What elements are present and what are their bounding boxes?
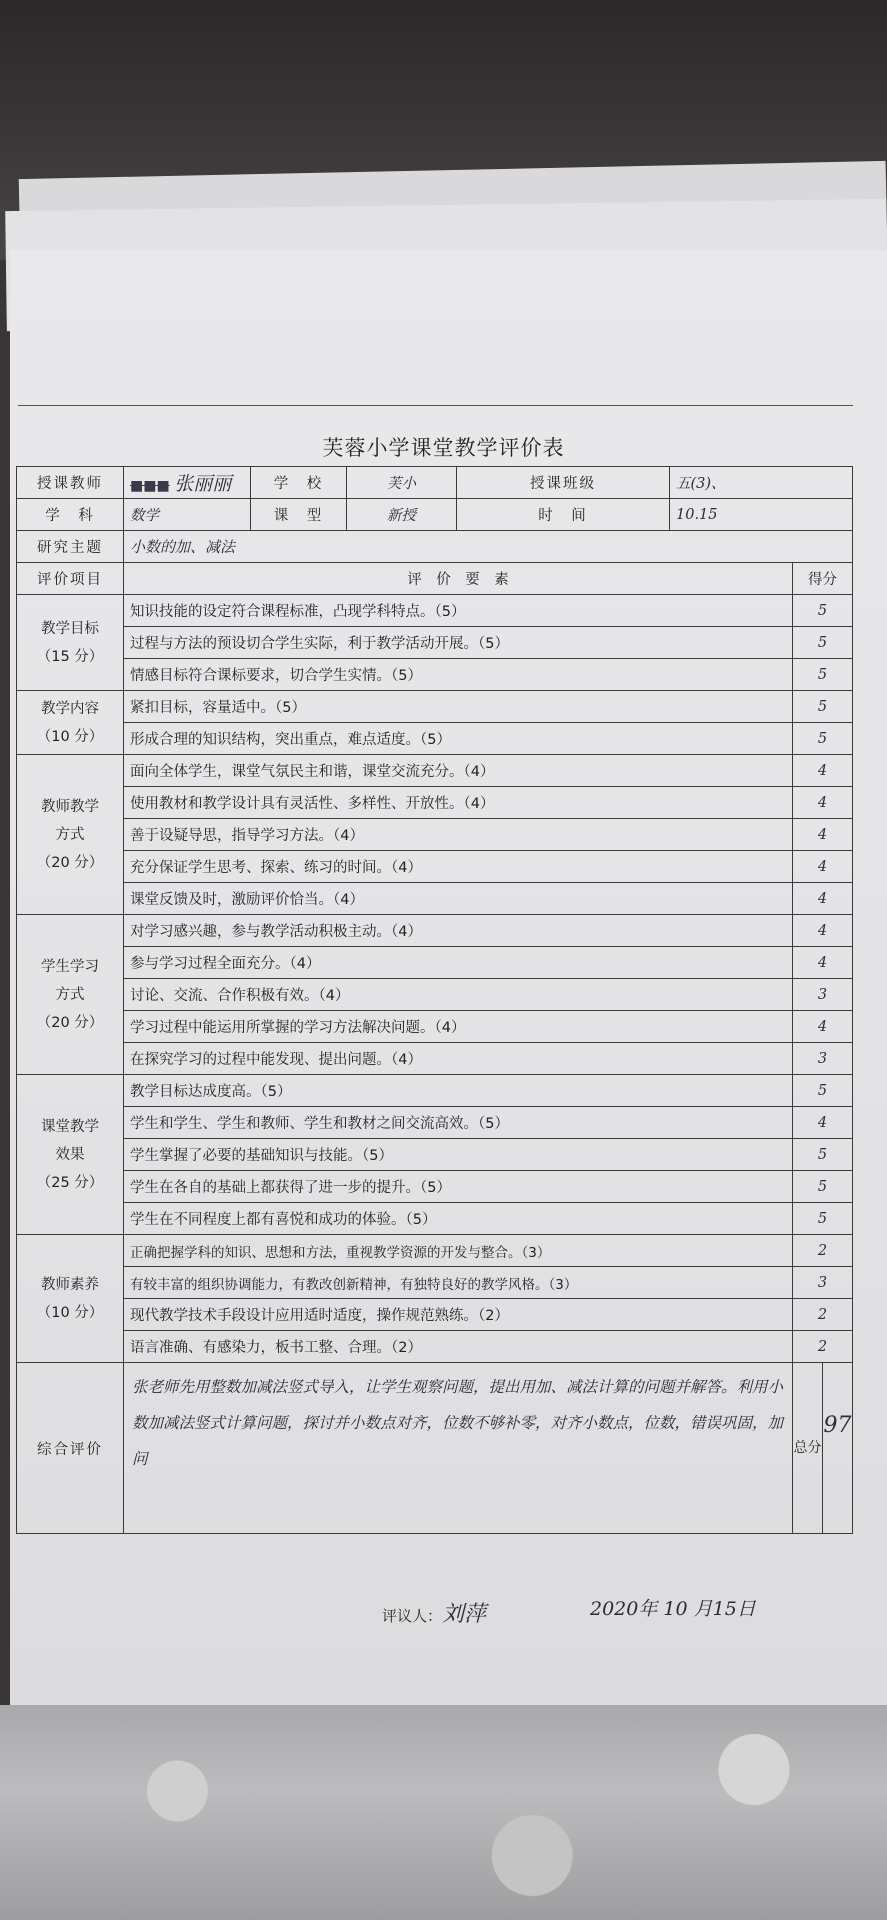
table-row — [17, 979, 853, 1011]
criterion-text: 教学目标达成度高。（5） — [124, 1075, 793, 1107]
header-row-2 — [17, 499, 853, 531]
criterion-score: 4 — [793, 1011, 853, 1043]
criterion-text: 在探究学习的过程中能发现、提出问题。（4） — [124, 1043, 793, 1075]
table-row — [17, 851, 853, 883]
criterion-score: 5 — [793, 595, 853, 627]
table-row — [17, 1203, 853, 1235]
table-row — [17, 1171, 853, 1203]
criterion-text: 参与学习过程全面充分。（4） — [124, 947, 793, 979]
topic-row — [17, 531, 853, 563]
class-label: 授课班级 — [457, 467, 670, 499]
criterion-text: 形成合理的知识结构，突出重点，难点适度。（5） — [124, 723, 793, 755]
criterion-score: 5 — [793, 1171, 853, 1203]
category-teaching-goals: 教学目标 （15 分） — [17, 595, 124, 691]
table-row — [17, 819, 853, 851]
criterion-text: 知识技能的设定符合课程标准，凸现学科特点。（5） — [124, 595, 793, 627]
table-row — [17, 1139, 853, 1171]
criterion-text: 现代教学技术手段设计应用适时适度，操作规范熟练。（2） — [124, 1299, 793, 1331]
form-title: 芙蓉小学课堂教学评价表 — [322, 436, 565, 460]
subject-label: 学 科 — [17, 499, 124, 531]
criterion-score: 5 — [793, 627, 853, 659]
time-label: 时 间 — [457, 499, 670, 531]
category-teaching-effect: 课堂教学 效果 （25 分） — [17, 1075, 124, 1235]
lace-cloth-background — [0, 1705, 887, 1920]
reviewer-label: 评议人： — [382, 1607, 443, 1625]
criterion-score: 4 — [793, 851, 853, 883]
criterion-text: 情感目标符合课标要求，切合学生实情。（5） — [124, 659, 793, 691]
criterion-text: 学生和学生、学生和教师、学生和教材之间交流高效。（5） — [124, 1107, 793, 1139]
topic-label: 研究主题 — [17, 531, 124, 563]
criterion-score: 2 — [793, 1299, 853, 1331]
category-teacher-quality: 教师素养 （10 分） — [17, 1235, 124, 1363]
criterion-text: 学生在不同程度上都有喜悦和成功的体验。（5） — [124, 1203, 793, 1235]
column-header-row — [17, 563, 853, 595]
criterion-score: 5 — [793, 1075, 853, 1107]
criterion-score: 4 — [793, 755, 853, 787]
table-row — [17, 1107, 853, 1139]
criterion-text: 课堂反馈及时，激励评价恰当。（4） — [124, 883, 793, 915]
criterion-text: 面向全体学生，课堂气氛民主和谐，课堂交流充分。（4） — [124, 755, 793, 787]
criterion-score: 5 — [793, 1203, 853, 1235]
subject-value: 数学 — [124, 499, 251, 531]
topic-value: 小数的加、减法 — [124, 531, 853, 563]
table-row — [17, 723, 853, 755]
table-row — [17, 787, 853, 819]
criterion-text: 充分保证学生思考、探索、练习的时间。（4） — [124, 851, 793, 883]
criterion-score: 5 — [793, 659, 853, 691]
category-learning-method: 学生学习 方式 （20 分） — [17, 915, 124, 1075]
table-row — [17, 595, 853, 627]
criterion-score: 4 — [793, 915, 853, 947]
criterion-score: 2 — [793, 1331, 853, 1363]
criterion-score: 2 — [793, 1235, 853, 1267]
header-row-1 — [17, 467, 853, 499]
table-row — [17, 1075, 853, 1107]
criterion-text: 学习过程中能运用所掌握的学习方法解决问题。（4） — [124, 1011, 793, 1043]
table-row — [17, 1331, 853, 1363]
summary-row — [17, 1363, 853, 1534]
table-row — [17, 1235, 853, 1267]
criterion-text: 有较丰富的组织协调能力，有教改创新精神，有独特良好的教学风格。（3） — [124, 1267, 793, 1299]
table-row — [17, 627, 853, 659]
criterion-score: 4 — [793, 883, 853, 915]
school-value: 芙小 — [347, 467, 457, 499]
criterion-score: 3 — [793, 979, 853, 1011]
table-row — [17, 1299, 853, 1331]
criterion-text: 过程与方法的预设切合学生实际，利于教学活动开展。（5） — [124, 627, 793, 659]
table-row — [17, 947, 853, 979]
criterion-score: 5 — [793, 723, 853, 755]
category-teaching-content: 教学内容 （10 分） — [17, 691, 124, 755]
teacher-value: ■■■ 张丽丽 — [124, 467, 251, 499]
criterion-score: 4 — [793, 1107, 853, 1139]
school-label: 学 校 — [251, 467, 347, 499]
criterion-score: 5 — [793, 691, 853, 723]
criterion-text: 对学习感兴趣，参与教学活动积极主动。（4） — [124, 915, 793, 947]
criterion-text: 语言准确、有感染力，板书工整、合理。（2） — [124, 1331, 793, 1363]
table-row — [17, 883, 853, 915]
criterion-text: 善于设疑导思，指导学习方法。（4） — [124, 819, 793, 851]
criterion-score: 3 — [793, 1267, 853, 1299]
total-value: 97 — [823, 1363, 853, 1534]
item-label: 评价项目 — [17, 563, 124, 595]
criterion-text: 正确把握学科的知识、思想和方法，重视教学资源的开发与整合。（3） — [124, 1235, 793, 1267]
summary-comment: 张老师先用整数加减法竖式导入，让学生观察问题，提出用加、减法计算的问题并解答。利用小数加减法竖式计算问题，探讨并小数点对齐，位数不够补零，对齐小数点，位数，错误巩固，加问 — [124, 1363, 793, 1534]
criterion-score: 5 — [793, 1139, 853, 1171]
class-value: 五(3)、 — [670, 467, 853, 499]
criterion-score: 4 — [793, 819, 853, 851]
criterion-text: 紧扣目标，容量适中。（5） — [124, 691, 793, 723]
criterion-score: 3 — [793, 1043, 853, 1075]
table-row — [17, 691, 853, 723]
time-value: 10.15 — [670, 499, 853, 531]
category-teaching-method: 教师教学 方式 （20 分） — [17, 755, 124, 915]
criterion-text: 使用教材和教学设计具有灵活性、多样性、开放性。（4） — [124, 787, 793, 819]
reviewer-value: 刘萍 — [442, 1602, 487, 1627]
requirements-label: 评 价 要 素 — [124, 563, 793, 595]
criterion-text: 讨论、交流、合作积极有效。（4） — [124, 979, 793, 1011]
criterion-text: 学生掌握了必要的基础知识与技能。（5） — [124, 1139, 793, 1171]
table-row — [17, 1043, 853, 1075]
total-label: 总分 — [793, 1363, 823, 1534]
criterion-text: 学生在各自的基础上都获得了进一步的提升。（5） — [124, 1171, 793, 1203]
evaluation-table — [16, 466, 853, 1534]
type-label: 课 型 — [251, 499, 347, 531]
type-value: 新授 — [347, 499, 457, 531]
summary-label: 综合评价 — [17, 1363, 124, 1534]
review-date: 2020年 10 月15日 — [590, 1598, 756, 1620]
criterion-score: 4 — [793, 947, 853, 979]
table-row — [17, 915, 853, 947]
table-row — [17, 1011, 853, 1043]
top-rule-line — [18, 405, 853, 406]
table-row — [17, 755, 853, 787]
reviewer-signature — [382, 1597, 486, 1628]
table-row — [17, 659, 853, 691]
table-row — [17, 1267, 853, 1299]
teacher-label: 授课教师 — [17, 467, 124, 499]
criterion-score: 4 — [793, 787, 853, 819]
score-label: 得分 — [793, 563, 853, 595]
